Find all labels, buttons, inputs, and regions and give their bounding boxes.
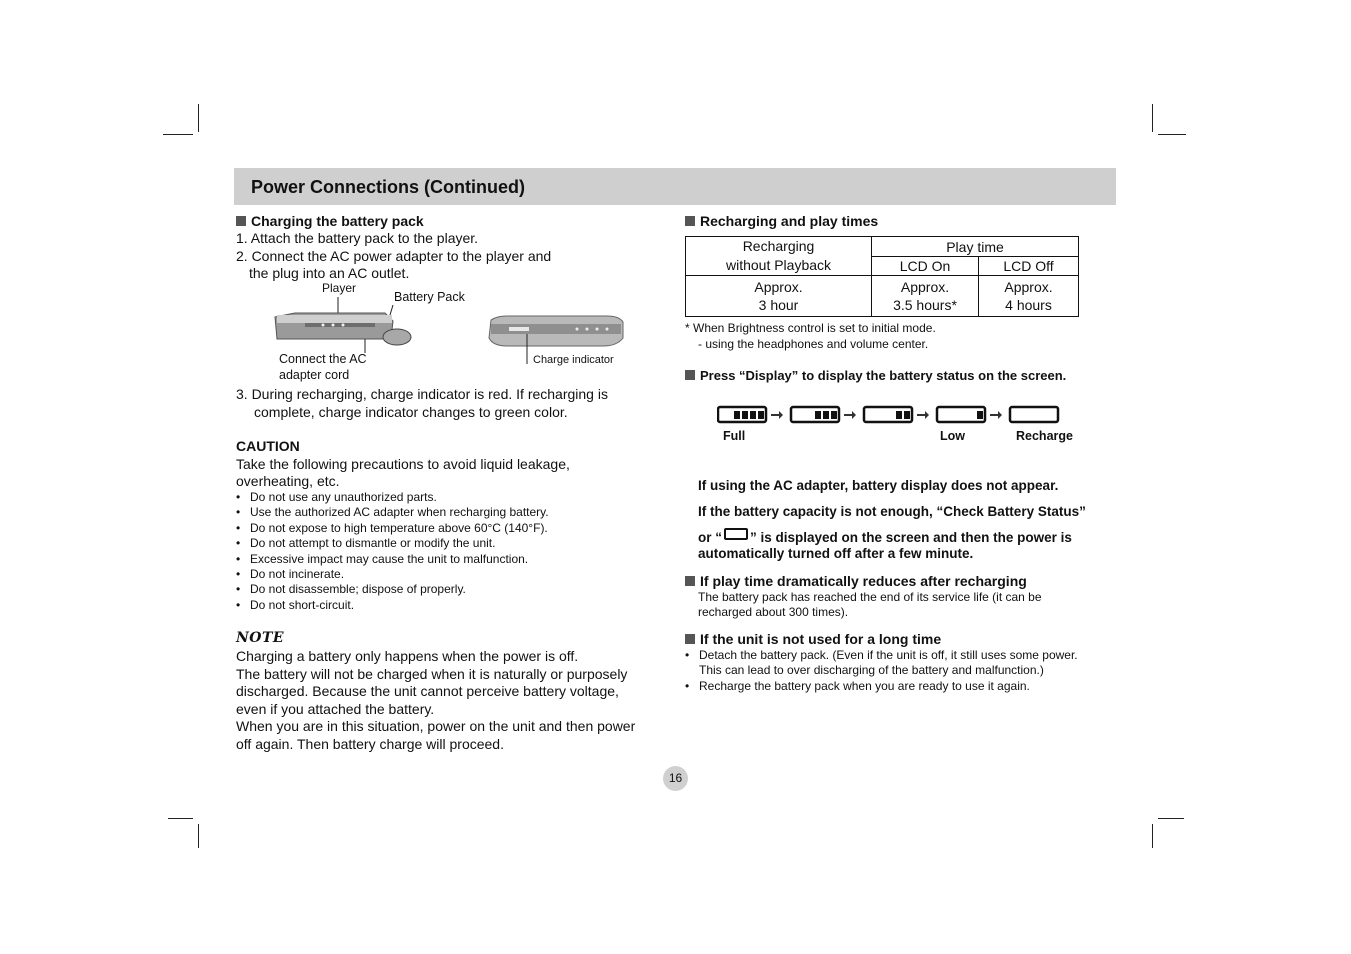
square-bullet-icon bbox=[685, 576, 695, 586]
list-item: • Do not disassemble; dispose of properly. bbox=[236, 582, 656, 597]
note-line: When you are in this situation, power on the unit and then power bbox=[236, 718, 636, 734]
arrow-right-icon bbox=[990, 411, 1002, 419]
label-charge-indicator: Charge indicator bbox=[533, 354, 614, 366]
label-adapter-cord: adapter cord bbox=[279, 368, 350, 382]
crop-mark bbox=[1158, 818, 1184, 819]
empty-battery-note: or “ ” is displayed on the screen and then the power is bbox=[698, 530, 1072, 545]
section-header bbox=[234, 168, 1116, 205]
battery-icon bbox=[937, 407, 985, 422]
square-bullet-icon bbox=[685, 370, 695, 380]
square-bullet-icon bbox=[685, 634, 695, 644]
cell-text: Approx. bbox=[1004, 279, 1053, 295]
crop-mark bbox=[1152, 104, 1153, 132]
list-item: • Detach the battery pack. (Even if the unit is off, it still uses some power. This can lead to over discharging of the battery and malfunction.) bbox=[685, 648, 1125, 679]
label-battery-pack: Battery Pack bbox=[394, 290, 465, 304]
crop-mark bbox=[198, 104, 199, 132]
battery-bar bbox=[823, 411, 829, 419]
empty-battery-note-cont: automatically turned off after a few minute. bbox=[698, 546, 974, 561]
empty-battery-icon bbox=[724, 528, 748, 540]
note-line: Charging a battery only happens when the power is off. bbox=[236, 648, 579, 664]
list-item: • Do not short-circuit. bbox=[236, 598, 656, 613]
square-bullet-icon bbox=[236, 216, 246, 226]
battery-bar bbox=[815, 411, 821, 419]
list-item: • Recharge the battery pack when you are ready to use it again. bbox=[685, 679, 1125, 694]
list-item: • Do not incinerate. bbox=[236, 567, 656, 582]
battery-icon bbox=[864, 407, 912, 422]
caution-intro: Take the following precautions to avoid liquid leakage, bbox=[236, 456, 570, 472]
cell-text: 3.5 hours* bbox=[893, 297, 957, 313]
crop-mark bbox=[198, 824, 199, 848]
battery-bar bbox=[831, 411, 837, 419]
table-cell bbox=[872, 276, 979, 317]
charge-indicator-illustration bbox=[487, 312, 627, 367]
battery-bar bbox=[742, 411, 748, 419]
recharge-title: Recharging and play times bbox=[685, 213, 878, 229]
check-battery-note: If the battery capacity is not enough, “Check Battery Status” bbox=[698, 504, 1086, 519]
table-footnote-2: - using the headphones and volume center. bbox=[698, 337, 929, 351]
table-cell bbox=[686, 276, 872, 317]
page-number: 16 bbox=[663, 766, 688, 791]
caution-title: CAUTION bbox=[236, 438, 300, 454]
battery-bar bbox=[758, 411, 764, 419]
longtime-title: If the unit is not used for a long time bbox=[685, 631, 941, 647]
list-item: • Do not attempt to dismantle or modify the unit. bbox=[236, 536, 656, 551]
cell-text: Approx. bbox=[900, 279, 950, 295]
crop-mark bbox=[168, 818, 193, 819]
display-title: Press “Display” to display the battery status on the screen. bbox=[685, 368, 1066, 383]
square-bullet-icon bbox=[685, 216, 695, 226]
player-illustration bbox=[265, 295, 425, 355]
list-item: • Excessive impact may cause the unit to malfunction. bbox=[236, 552, 656, 567]
charging-title: Charging the battery pack bbox=[236, 213, 424, 229]
longtime-list bbox=[685, 648, 1125, 694]
note-line: off again. Then battery charge will proceed. bbox=[236, 735, 504, 752]
battery-bar bbox=[977, 411, 983, 419]
label-recharge: Recharge bbox=[1016, 429, 1073, 443]
battery-bar bbox=[734, 411, 740, 419]
label-player: Player bbox=[322, 281, 357, 295]
table-header-lcd-off: LCD Off bbox=[979, 257, 1079, 276]
note-title: NOTE bbox=[236, 630, 285, 646]
table-header-lcd-on: LCD On bbox=[872, 257, 979, 276]
arrow-right-icon bbox=[917, 411, 929, 419]
note-line: even if you attached the battery. bbox=[236, 700, 435, 717]
battery-levels-graphic bbox=[717, 404, 1077, 426]
crop-mark bbox=[1152, 824, 1153, 848]
label-full: Full bbox=[723, 429, 746, 443]
ac-adapter-note: If using the AC adapter, battery display does not appear. bbox=[698, 478, 1059, 493]
battery-icon bbox=[1010, 407, 1058, 422]
crop-mark bbox=[1158, 134, 1186, 135]
list-item: • Do not expose to high temperature above 60°C (140°F). bbox=[236, 521, 656, 536]
caution-list bbox=[236, 490, 656, 613]
label-low: Low bbox=[940, 429, 965, 443]
playtime-table bbox=[685, 236, 1079, 317]
charging-step-1: 1. Attach the battery pack to the player. bbox=[236, 230, 479, 246]
reduce-title: If play time dramatically reduces after recharging bbox=[685, 573, 1027, 589]
table-header-text: without Playback bbox=[725, 257, 832, 273]
page-title: Power Connections (Continued) bbox=[251, 177, 525, 197]
crop-mark bbox=[163, 134, 193, 135]
battery-icon bbox=[718, 407, 766, 422]
note-body bbox=[236, 648, 666, 753]
table-cell bbox=[979, 276, 1079, 317]
table-footnote: * When Brightness control is set to initial mode. bbox=[685, 321, 936, 335]
charging-step-2-cont: the plug into an AC outlet. bbox=[249, 265, 410, 281]
cell-text: 3 hour bbox=[758, 297, 799, 313]
note-line: The battery will not be charged when it is naturally or purposely bbox=[236, 665, 628, 682]
table-header-playtime: Play time bbox=[872, 237, 1079, 257]
list-item: • Do not use any unauthorized parts. bbox=[236, 490, 656, 505]
table-header-text: Recharging bbox=[742, 238, 815, 254]
charging-step-2: 2. Connect the AC power adapter to the player and bbox=[236, 248, 552, 264]
charging-step-3-cont: complete, charge indicator changes to green color. bbox=[254, 404, 568, 420]
battery-bar bbox=[896, 411, 902, 419]
reduce-body-cont: recharged about 300 times). bbox=[698, 605, 849, 619]
list-item: • Use the authorized AC adapter when recharging battery. bbox=[236, 505, 656, 520]
charging-step-3: 3. During recharging, charge indicator is red. If recharging is bbox=[236, 386, 608, 402]
note-line: discharged. Because the unit cannot perceive battery voltage, bbox=[236, 683, 619, 699]
arrow-right-icon bbox=[844, 411, 856, 419]
battery-status-row bbox=[717, 404, 1077, 426]
cell-text: 4 hours bbox=[1005, 297, 1052, 313]
reduce-body: The battery pack has reached the end of its service life (it can be bbox=[698, 590, 1042, 604]
arrow-right-icon bbox=[771, 411, 783, 419]
cell-text: Approx. bbox=[754, 279, 803, 295]
battery-bar bbox=[750, 411, 756, 419]
caution-intro-cont: overheating, etc. bbox=[236, 473, 340, 489]
table-header-recharging bbox=[686, 237, 872, 276]
battery-icon bbox=[791, 407, 839, 422]
label-connect-ac: Connect the AC bbox=[279, 352, 367, 366]
battery-bar bbox=[904, 411, 910, 419]
